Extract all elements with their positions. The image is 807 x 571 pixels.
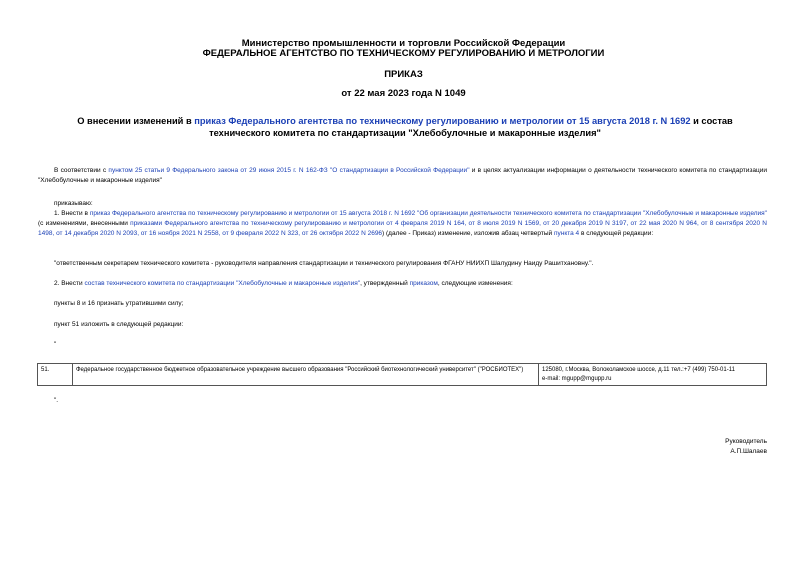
- signature-name: А.П.Шалаев: [730, 448, 767, 455]
- table-contacts-address: 125080, г.Москва, Волоколамское шоссе, д.11 тел.:+7 (499) 750-01-11: [542, 367, 735, 373]
- composition-table: [37, 363, 767, 386]
- item1-text-1: 1. Внести в: [54, 210, 90, 217]
- item2-text-3: , следующие изменения:: [437, 280, 513, 287]
- item-2-paragraph: [54, 279, 513, 289]
- document-type: ПРИКАЗ: [384, 69, 423, 80]
- preamble-paragraph: [38, 166, 767, 186]
- item-1-paragraph: [38, 209, 767, 239]
- clause-4-link[interactable]: пункта 4: [553, 230, 580, 237]
- line-point-51: пункт 51 изложить в следующей редакции:: [54, 321, 184, 328]
- title-order-link[interactable]: приказ Федерального агентства по техническому регулированию и метрологии от 15 августа 2018 г. N 1692: [194, 116, 691, 126]
- document-date-number: от 22 мая 2023 года N 1049: [341, 88, 466, 99]
- table-organization: Федеральное государственное бюджетное образовательное учреждение высшего образования "Российский биотехнологический университет" ("РОСБИОТЕХ"): [76, 367, 524, 373]
- preamble-text-2: и в целях актуализации информации о деятельности технического комитета по стандартизации "Хлебобулочные и макаронные изделия": [38, 167, 767, 184]
- amending-orders-link[interactable]: приказами Федерального агентства по техническому регулированию и метрологии от 4 февраля 2019 N 164, от 8 июля 2019 N 1569, от 20 декабря 2019 N 3197, от 22 мая 2020 N 964, от 8 сентября 2020 N 1498, от 14 декабря 2020 N 2093, от 16 ноября 2021 N 2558, от 9 февраля 2022 N 323, от 26 октября 2022 N 2696: [38, 220, 767, 237]
- open-quote: ": [54, 341, 57, 348]
- table-contacts: [539, 364, 766, 385]
- committee-composition-link[interactable]: состав технического комитета по стандартизации "Хлебобулочные и макаронные изделия": [84, 280, 361, 287]
- order-word: приказываю:: [54, 200, 93, 207]
- item1-text-3: ) (далее - Приказ) изменение, изложив абзац четвертый: [382, 230, 554, 237]
- item1-text-4: в следующей редакции:: [579, 230, 654, 237]
- agency-heading: ФЕДЕРАЛЬНОЕ АГЕНТСТВО ПО ТЕХНИЧЕСКОМУ РЕГУЛИРОВАНИЮ И МЕТРОЛОГИИ: [202, 48, 605, 59]
- close-quote: ".: [54, 397, 59, 404]
- title-text-1: О внесении изменений в: [77, 116, 195, 126]
- item2-text-1: 2. Внести: [54, 280, 85, 287]
- quote-secretary: "ответственным секретарем технического комитета - руководителя направления стандартизации и технического регулирования ФГАНУ НИИХП Шалудину Наиду Рашитхановну.".: [54, 260, 594, 267]
- item2-text-2: , утвержденный: [360, 280, 410, 287]
- order-link[interactable]: приказом: [409, 280, 438, 287]
- signature-role: Руководитель: [725, 438, 767, 445]
- table-row-number: 51.: [41, 367, 50, 373]
- title-text-2: и состав технического комитета по стандартизации "Хлебобулочные и макаронные изделия": [209, 116, 733, 138]
- ministry-heading: Министерство промышленности и торговли Российской Федерации: [241, 38, 566, 49]
- line-points-void: пункты 8 и 16 признать утратившими силу;: [54, 300, 184, 307]
- federal-law-link[interactable]: пунктом 25 статьи 9 Федерального закона от 29 июня 2015 г. N 162-ФЗ "О стандартизации в Российской Федерации": [108, 167, 470, 174]
- item1-text-2: (с изменениями, внесенными: [38, 220, 131, 227]
- preamble-text-1: В соответствии с: [54, 167, 109, 174]
- document-title: [60, 115, 750, 139]
- table-contacts-email: e-mail: mgupp@mgupp.ru: [542, 376, 612, 382]
- order-1692-link[interactable]: приказ Федерального агентства по техническому регулированию и метрологии от 15 августа 2018 г. N 1692 "Об организации деятельности технического комитета по стандартизации "Хлебобулочные и макаронные изделия": [89, 210, 767, 217]
